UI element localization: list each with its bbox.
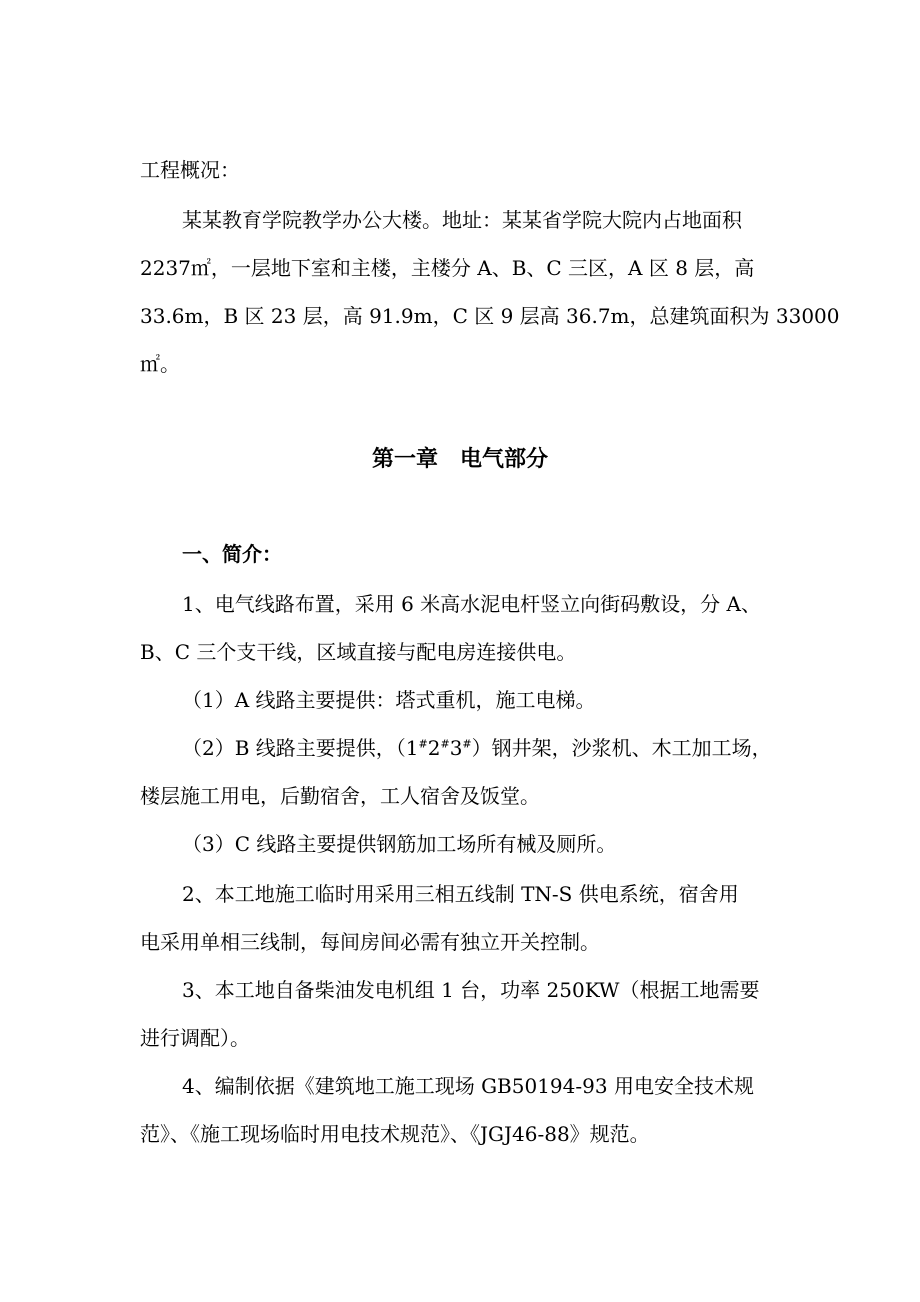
overview-line: ㎡。 <box>140 352 180 376</box>
paragraph-line: 2、本工地施工临时用采用三相五线制 TN-S 供电系统，宿舍用 <box>182 882 739 906</box>
sub-item-text: 2 <box>427 736 441 760</box>
hash-superscript: # <box>418 737 428 751</box>
paragraph-line: 楼层施工用电，后勤宿舍，工人宿舍及饭堂。 <box>140 784 540 808</box>
overview-title: 工程概况： <box>140 158 240 182</box>
sub-item-line: （3）C 线路主要提供钢筋加工场所有械及厕所。 <box>182 832 617 856</box>
paragraph-line: 1、电气线路布置，采用 6 米高水泥电杆竖立向街码敷设，分 A、 <box>182 592 761 616</box>
paragraph-line: 3、本工地自备柴油发电机组 1 台，功率 250KW（根据工地需要 <box>182 978 760 1002</box>
section-heading: 一、简介： <box>182 542 282 566</box>
overview-line: 33.6m，B 区 23 层，高 91.9m，C 区 9 层高 36.7m，总建筑面积为 33000 <box>140 304 840 328</box>
chapter-title: 第一章 电气部分 <box>371 446 548 472</box>
overview-line: 某某教育学院教学办公大楼。地址：某某省学院大院内占地面积 <box>182 208 742 232</box>
sub-item-line: （1）A 线路主要提供：塔式重机，施工电梯。 <box>182 688 596 712</box>
sub-item-text: ）钢井架，沙浆机、木工加工场， <box>471 736 772 760</box>
paragraph-line: 4、编制依据《建筑地工施工现场 GB50194-93 用电安全技术规 <box>182 1074 754 1098</box>
sub-item-text: （2）B 线路主要提供，（1 <box>182 736 419 760</box>
paragraph-line: 电采用单相三线制，每间房间必需有独立开关控制。 <box>140 930 600 954</box>
hash-superscript: # <box>462 737 472 751</box>
paragraph-line: B、C 三个支干线，区域直接与配电房连接供电。 <box>140 640 577 664</box>
sub-item-line <box>182 734 772 762</box>
paragraph-line: 进行调配）。 <box>140 1026 250 1050</box>
sub-item-text: 3 <box>449 736 463 760</box>
overview-line: 2237㎡，一层地下室和主楼，主楼分 A、B、C 三区，A 区 8 层，高 <box>140 256 755 280</box>
hash-superscript: # <box>440 737 450 751</box>
paragraph-line: 范》、《施工现场临时用电技术规范》、《JGJ46-88》规范。 <box>140 1122 650 1146</box>
